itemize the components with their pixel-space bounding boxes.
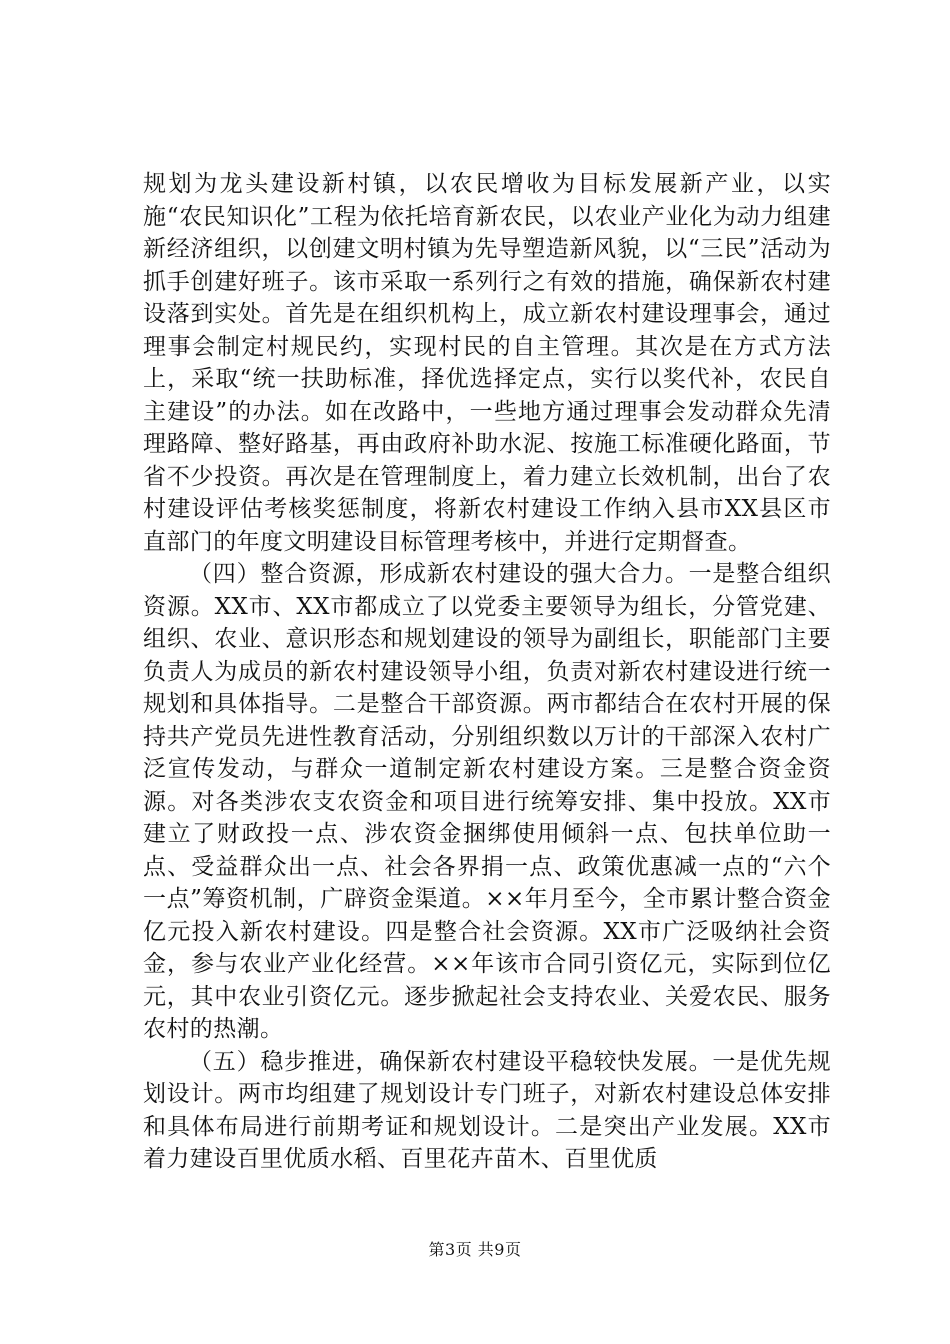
body-text — [143, 168, 831, 1176]
paragraph-1: 规划为龙头建设新村镇，以农民增收为目标发展新产业，以实施“农民知识化”工程为依托培育新农民，以农业产业化为动力组建新经济组织，以创建文明村镇为先导塑造新风貌，以“三民”活动为抓手创建好班子。该市采取一系列行之有效的措施，确保新农村建设落到实处。首先是在组织机构上，成立新农村建设理事会，通过理事会制定村规民约，实现村民的自主管理。其次是在方式方法上，采取“统一扶助标准，择优选择定点，实行以奖代补，农民自主建设”的办法。如在改路中，一些地方通过理事会发动群众先清理路障、整好路基，再由政府补助水泥、按施工标准硬化路面，节省不少投资。再次是在管理制度上，着力建立长效机制，出台了农村建设评估考核奖惩制度，将新农村建设工作纳入县市XX县区市直部门的年度文明建设目标管理考核中，并进行定期督查。 — [143, 171, 831, 555]
page-footer: 第3页 共9页 — [428, 1240, 522, 1259]
paragraph-2: （四）整合资源，形成新农村建设的强大合力。一是整合组织资源。XX市、XX市都成立了以党委主要领导为组长，分管党建、组织、农业、意识形态和规划建设的领导为副组长，职能部门主要负责人为成员的新农村建设领导小组，负责对新农村建设进行统一规划和具体指导。二是整合干部资源。两市都结合在农村开展的保持共产党员先进性教育活动，分别组织数以万计的干部深入农村广泛宣传发动，与群众一道制定新农村建设方案。三是整合资金资源。对各类涉农支农资金和项目进行统筹安排、集中投放。XX市建立了财政投一点、涉农资金捆绑使用倾斜一点、包扶单位助一点、受益群众出一点、社会各界捐一点、政策优惠减一点的“六个一点”筹资机制，广辟资金渠道。××年月至今，全市累计整合资金亿元投入新农村建设。四是整合社会资源。XX市广泛吸纳社会资金，参与农业产业化经营。××年该市合同引资亿元，实际到位亿元，其中农业引资亿元。逐步掀起社会支持农业、关爱农民、服务农村的热潮。 — [143, 561, 831, 1042]
paragraph-3: （五）稳步推进，确保新农村建设平稳较快发展。一是优先规划设计。两市均组建了规划设计专门班子，对新农村建设总体安排和具体布局进行前期考证和规划设计。二是突出产业发展。XX市着力建设百里优质水稻、百里花卉苗木、百里优质 — [143, 1048, 831, 1172]
